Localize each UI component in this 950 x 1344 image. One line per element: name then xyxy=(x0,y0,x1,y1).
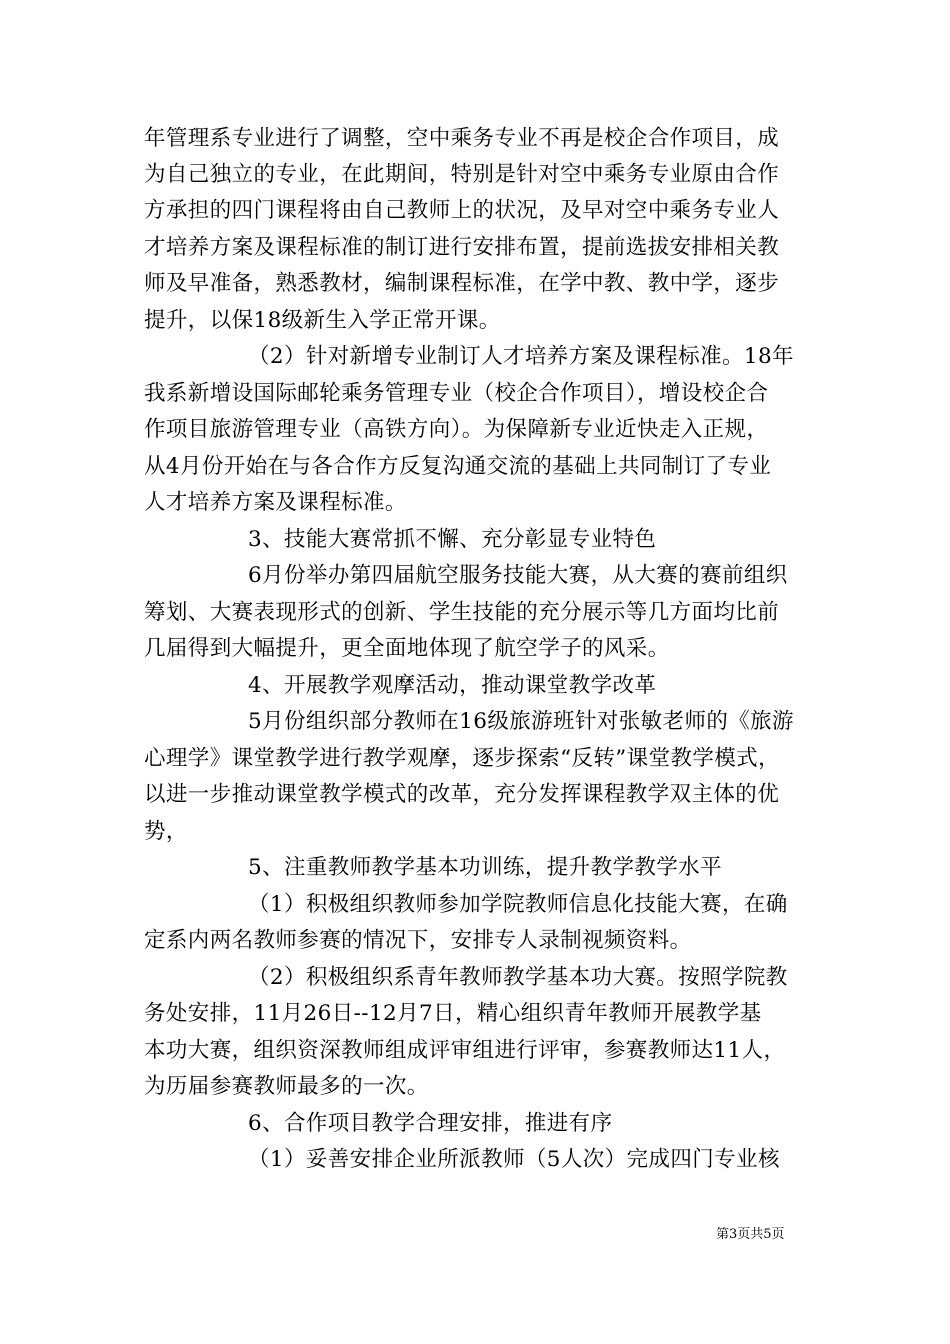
text-line: 定系内两名教师参赛的情况下，安排专人录制视频资料。 xyxy=(144,928,692,953)
text-line: 为自己独立的专业，在此期间，特别是针对空中乘务专业原由合作 xyxy=(144,162,780,187)
text-line: 几届得到大幅提升，更全面地体现了航空学子的风采。 xyxy=(144,636,670,661)
text-line: 年管理系专业进行了调整，空中乘务专业不再是校企合作项目，成 xyxy=(144,126,780,151)
text-line: 势， xyxy=(144,819,188,844)
text-line: （1）妥善安排企业所派教师（5人次）完成四门专业核 xyxy=(248,1147,780,1172)
section-heading: 6、合作项目教学合理安排，推进有序 xyxy=(248,1111,613,1136)
text-line: 师及早准备，熟悉教材，编制课程标准，在学中教、教中学，逐步 xyxy=(144,271,780,296)
text-line: 5月份组织部分教师在16级旅游班针对张敏老师的《旅游 xyxy=(248,709,794,734)
text-line: （2）针对新增专业制订人才培养方案及课程标准。18年 xyxy=(248,344,794,369)
section-heading: 3、技能大赛常抓不懈、充分彰显专业特色 xyxy=(248,527,657,552)
text-line: 方承担的四门课程将由自己教师上的状况，及早对空中乘务专业人 xyxy=(144,198,780,223)
text-line: 以进一步推动课堂教学模式的改革，充分发挥课程教学双主体的优 xyxy=(144,782,780,807)
section-heading: 4、开展教学观摩活动，推动课堂教学改革 xyxy=(248,673,657,698)
section-heading: 5、注重教师教学基本功训练，提升教学教学水平 xyxy=(248,855,722,880)
text-line: 作项目旅游管理专业（高铁方向）。为保障新专业近快走入正规， xyxy=(144,417,769,442)
text-line: （2）积极组织系青年教师教学基本功大赛。按照学院教 xyxy=(248,965,788,990)
text-line: 从4月份开始在与各合作方反复沟通交流的基础上共同制订了专业 xyxy=(144,454,772,479)
text-line: 提升，以保18级新生入学正常开课。 xyxy=(144,308,501,333)
page-number: 第3页共5页 xyxy=(716,1227,785,1242)
text-line: 6月份举办第四届航空服务技能大赛，从大赛的赛前组织 xyxy=(248,563,788,588)
text-line: 本功大赛，组织资深教师组成评审组进行评审，参赛教师达11人， xyxy=(144,1038,786,1063)
text-line: 筹划、大赛表现形式的创新、学生技能的充分展示等几方面均比前 xyxy=(144,600,780,625)
text-line: （1）积极组织教师参加学院教师信息化技能大赛，在确 xyxy=(248,892,788,917)
text-line: 心理学》课堂教学进行教学观摩，逐步探索“反转”课堂教学模式， xyxy=(144,746,780,771)
text-line: 才培养方案及课程标准的制订进行安排布置，提前选拔安排相关教 xyxy=(144,235,780,260)
text-line: 为历届参赛教师最多的一次。 xyxy=(144,1074,429,1099)
text-line: 人才培养方案及课程标准。 xyxy=(144,490,407,515)
text-line: 我系新增设国际邮轮乘务管理专业（校企合作项目），增设校企合 xyxy=(144,381,769,406)
text-line: 务处安排，11月26日--12月7日，精心组织青年教师开展教学基 xyxy=(144,1001,762,1026)
